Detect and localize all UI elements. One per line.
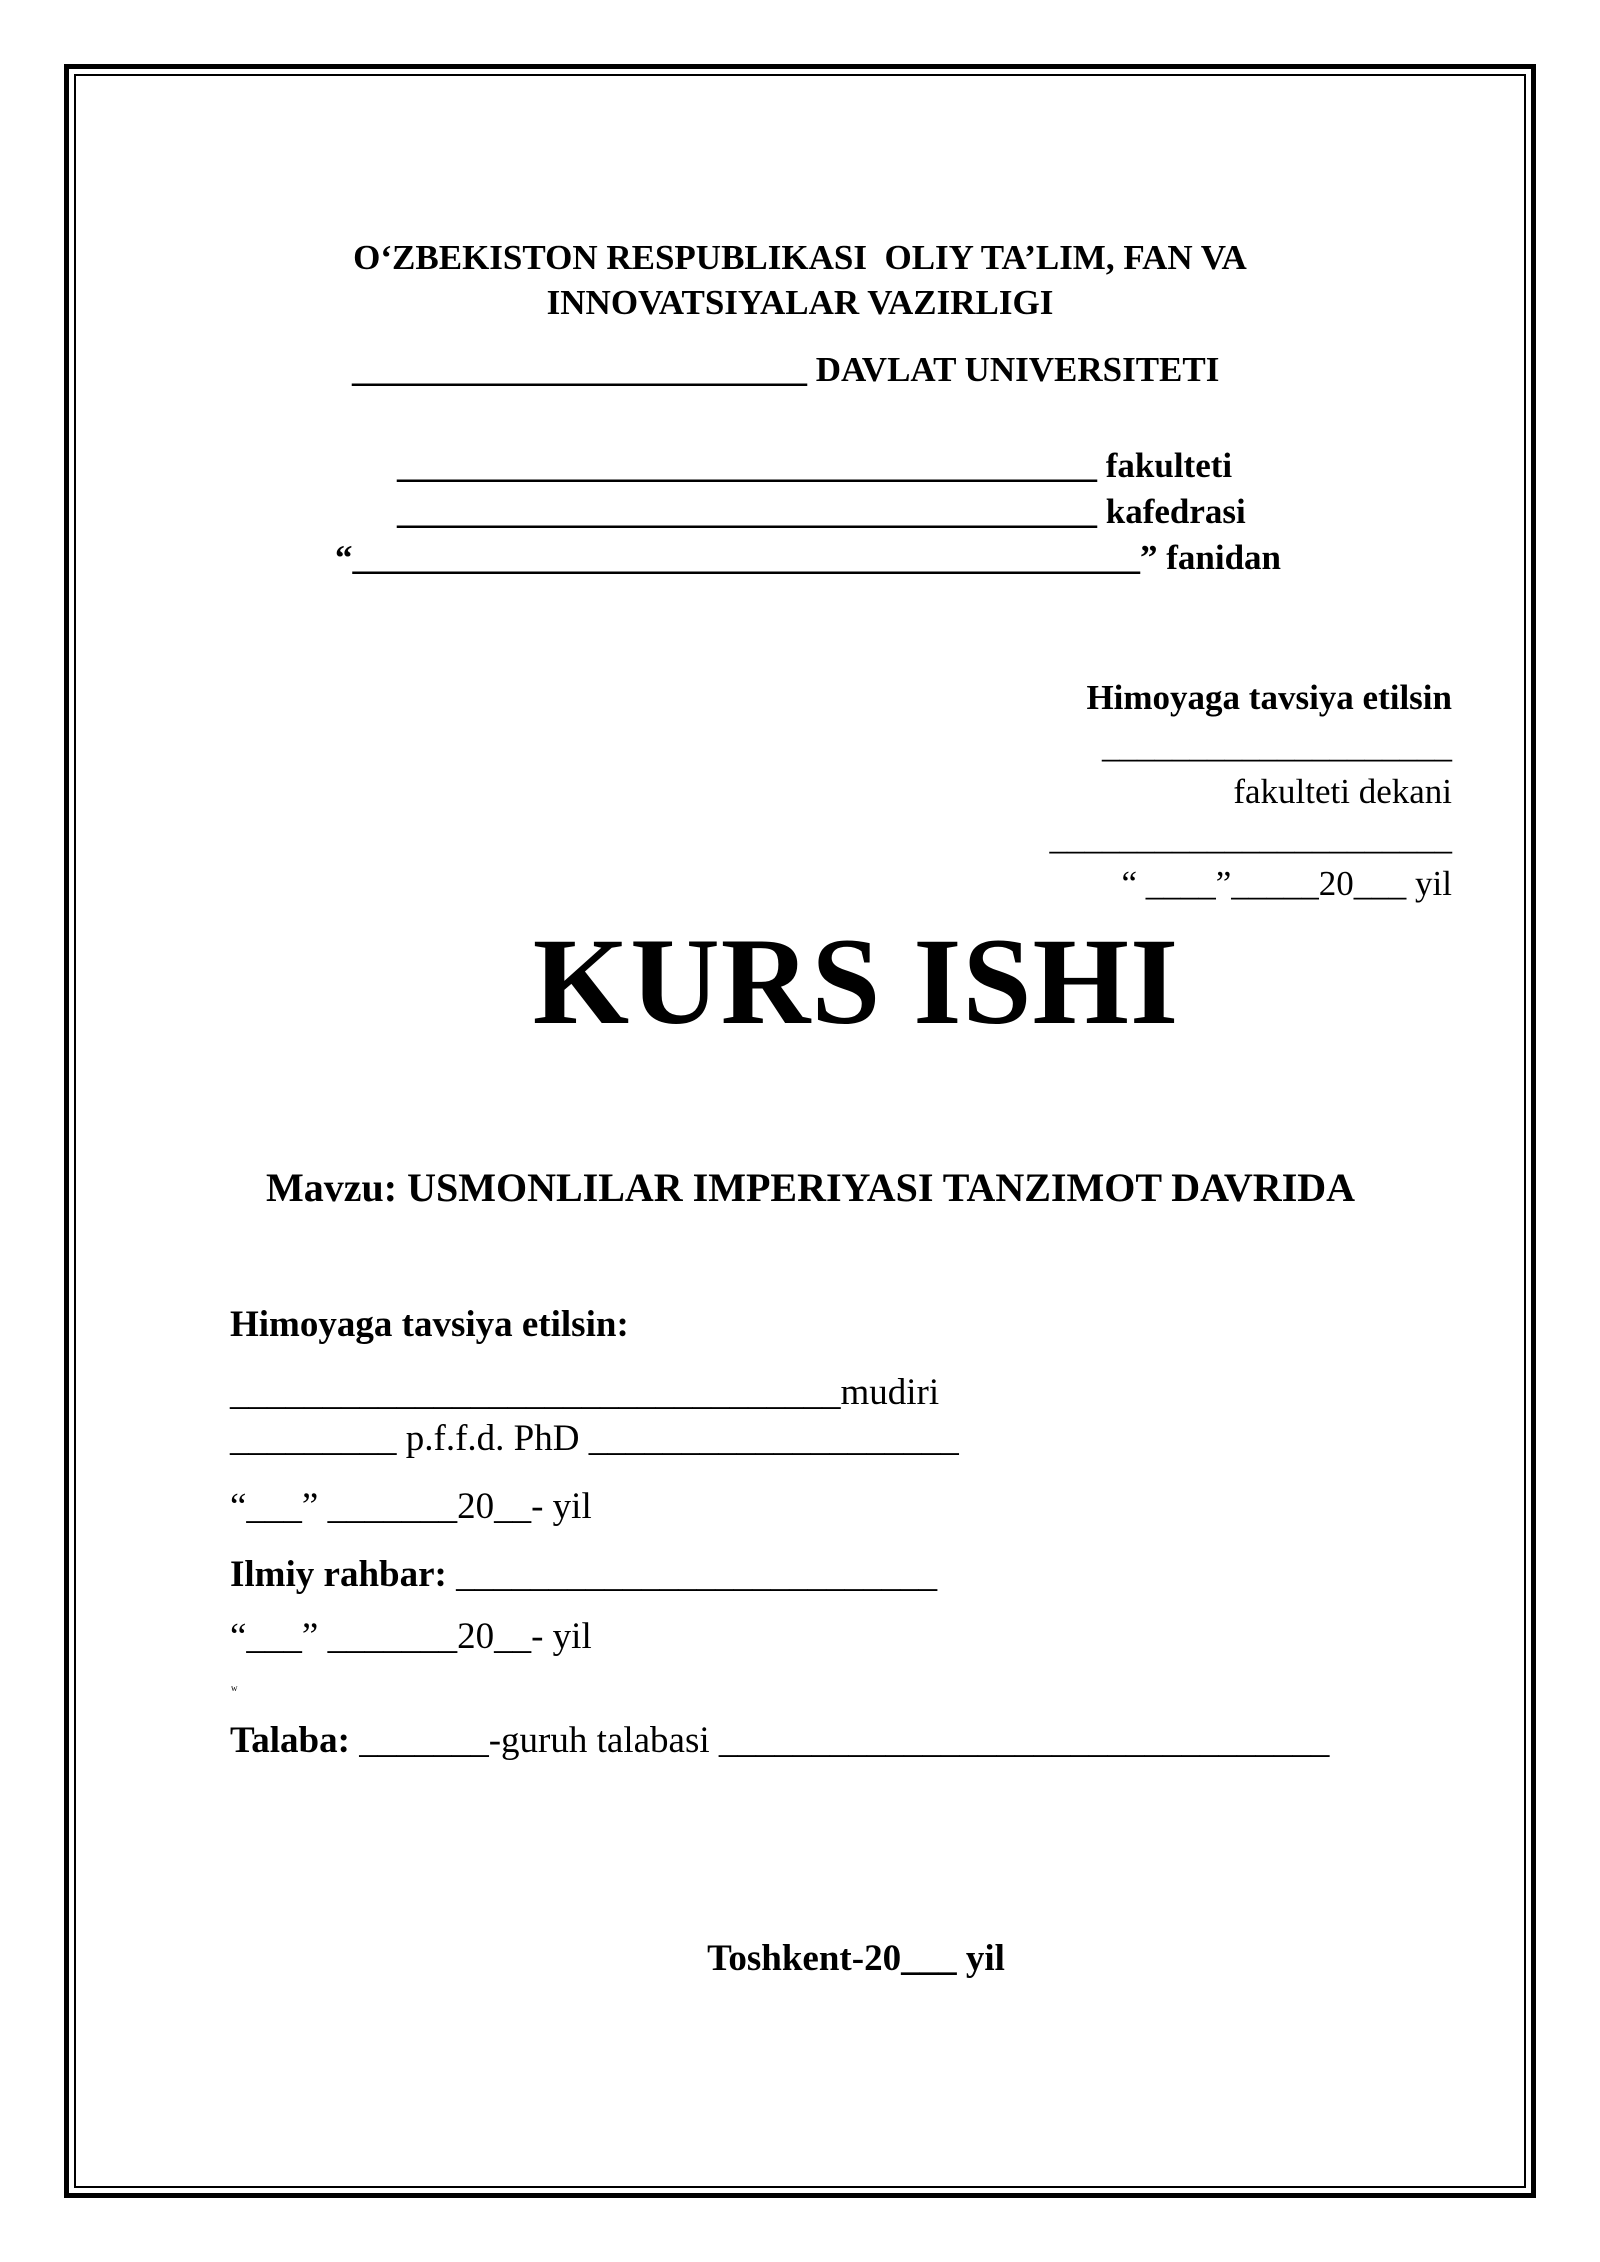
stray-mark: w — [231, 1683, 238, 1693]
topic-text: USMONLILAR IMPERIYASI TANZIMOT DAVRIDA — [407, 1165, 1356, 1210]
supervisor-label: Ilmiy rahbar: — [230, 1554, 447, 1595]
student-line — [230, 1722, 1329, 1759]
student-label: Talaba: — [230, 1720, 350, 1761]
dean-signature-line: ____________________ — [1102, 726, 1452, 765]
footer-place-year: Toshkent-20___ yil — [707, 1938, 1005, 1979]
supervisor-name-line: __________________________ — [446, 1554, 938, 1595]
faculty-line: ________________________________________ fakulteti — [397, 446, 1233, 485]
document-title: KURS ISHI — [532, 913, 1180, 1050]
subject-line: “_____________________________________________” fanidan — [335, 538, 1282, 577]
student-group-line: _______-guruh talabasi _________________________________ — [349, 1720, 1330, 1761]
head-date-line: “___” _______20__- yil — [230, 1486, 592, 1527]
page-border-inner — [74, 74, 1526, 2188]
head-approval-heading: Himoyaga tavsiya etilsin: — [230, 1304, 629, 1345]
ministry-line-1: O‘ZBEKISTON RESPUBLIKASI OLIY TA’LIM, FAN VA — [353, 238, 1247, 277]
degree-line: _________ p.f.f.d. PhD ____________________ — [230, 1418, 959, 1459]
dean-role: fakulteti dekani — [1233, 772, 1452, 811]
supervisor-date-line: “___” _______20__- yil — [230, 1616, 592, 1657]
supervisor-line — [230, 1556, 937, 1593]
dean-date-line: “ ____”_____20___ yil — [1121, 864, 1452, 903]
department-line: ________________________________________ kafedrasi — [397, 492, 1246, 531]
university-line: __________________________ DAVLAT UNIVERSITETI — [352, 350, 1220, 389]
head-signature-line: _________________________________mudiri — [230, 1372, 940, 1413]
topic-label: Mavzu: — [266, 1165, 398, 1210]
dean-name-line: _______________________ — [1049, 818, 1452, 857]
dean-approval-heading: Himoyaga tavsiya etilsin — [1086, 678, 1452, 717]
ministry-line-2: INNOVATSIYALAR VAZIRLIGI — [546, 283, 1054, 322]
topic-line — [266, 1165, 1356, 1210]
